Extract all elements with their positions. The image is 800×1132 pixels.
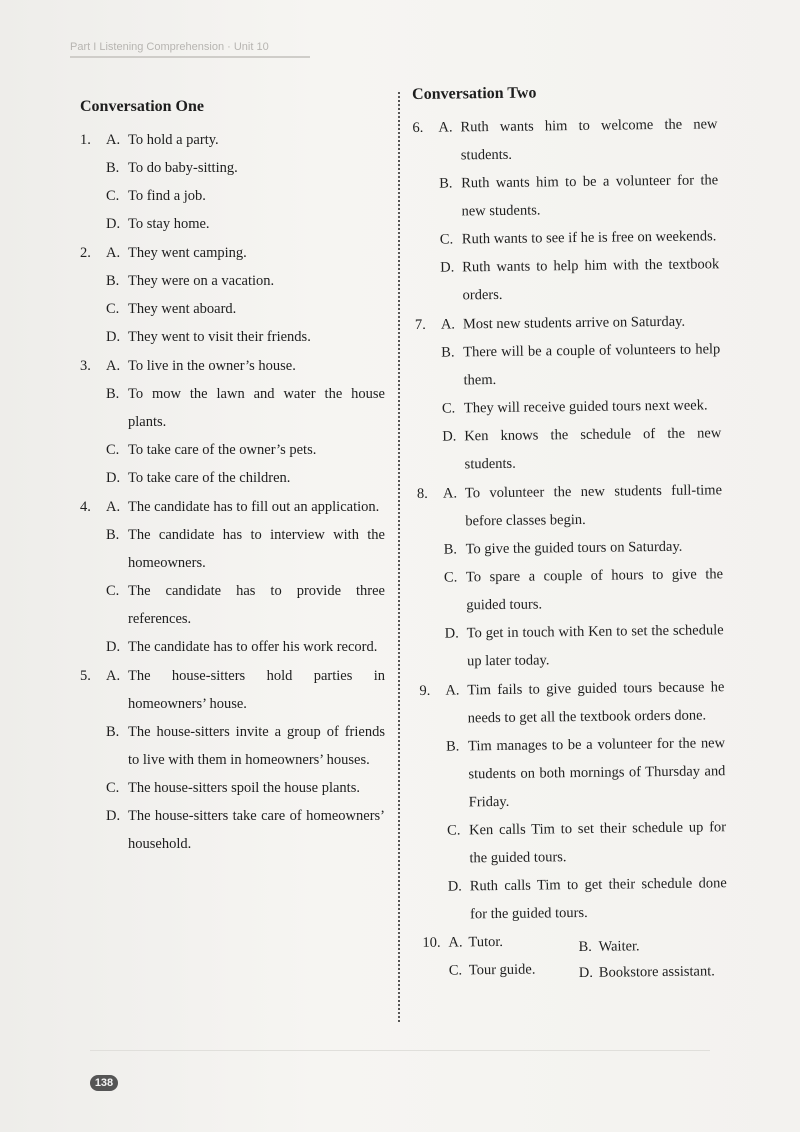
question-10 xyxy=(422,925,728,989)
running-header: Part I Listening Comprehension · Unit 10 xyxy=(70,38,310,58)
option-text: The house-sitters spoil the house plants. xyxy=(128,780,360,796)
option-letter: C. xyxy=(448,962,463,979)
option-letter: B. xyxy=(106,724,120,740)
option-text: They were on a vacation. xyxy=(128,273,275,289)
question-number: 9. xyxy=(419,682,431,699)
option-list xyxy=(106,239,385,351)
option-text: There will be a couple of volunteers to help them. xyxy=(463,341,721,389)
column-divider xyxy=(398,92,400,1022)
answer-option xyxy=(106,380,385,436)
option-text: To get in touch with Ken to set the schedule up later today. xyxy=(466,622,724,670)
option-letter: A. xyxy=(448,934,463,951)
option-text: They went to visit their friends. xyxy=(128,329,311,345)
option-letter: D. xyxy=(444,625,459,642)
question-item xyxy=(412,110,719,310)
option-text: To spare a couple of hours to give the guided tours. xyxy=(465,566,724,614)
answer-option xyxy=(106,493,385,521)
option-letter: A. xyxy=(440,316,456,333)
option-text: To volunteer the new students full-time before classes begin. xyxy=(464,482,723,530)
question-item xyxy=(80,352,385,492)
option-list xyxy=(106,662,385,858)
option-a xyxy=(448,928,503,957)
option-text: To stay home. xyxy=(128,216,210,232)
option-b xyxy=(578,932,639,961)
option-text: Ruth calls Tim to get their schedule done for the guided tours. xyxy=(469,875,727,923)
answer-option xyxy=(439,166,719,225)
question-number: 2. xyxy=(80,245,91,261)
option-list xyxy=(445,673,727,928)
option-text: Waiter. xyxy=(598,938,640,955)
option-text: To do baby-sitting. xyxy=(128,160,238,176)
answer-option xyxy=(106,521,385,577)
option-text: Tour guide. xyxy=(468,961,536,979)
option-list xyxy=(438,110,719,309)
option-letter: C. xyxy=(106,301,120,317)
option-letter: B. xyxy=(106,386,120,402)
answer-option xyxy=(106,295,385,323)
question-number: 3. xyxy=(80,358,91,374)
answer-option xyxy=(444,560,724,619)
answer-option xyxy=(106,662,385,718)
answer-option xyxy=(106,464,385,492)
option-letter: C. xyxy=(106,583,120,599)
question-number: 7. xyxy=(414,316,426,333)
option-letter: C. xyxy=(106,188,120,204)
option-text: Ruth wants to see if he is free on weekends. xyxy=(461,228,717,248)
option-text: Tim manages to be a volunteer for the new students on both mornings of Thursday and Friday. xyxy=(467,735,726,811)
option-letter: C. xyxy=(106,780,120,796)
question-number: 1. xyxy=(80,132,91,148)
section-title-conversation-two: Conversation Two xyxy=(412,84,537,103)
option-letter: D. xyxy=(447,878,462,895)
option-letter: A. xyxy=(106,668,121,684)
option-letter: C. xyxy=(106,442,120,458)
option-c xyxy=(449,956,536,985)
answer-option xyxy=(106,352,385,380)
answer-option xyxy=(106,633,385,661)
answer-option xyxy=(446,729,726,816)
answer-option xyxy=(443,476,723,535)
option-text: Ruth wants him to welcome the new students. xyxy=(460,116,718,164)
option-letter: C. xyxy=(441,400,456,417)
option-text: Ruth wants him to be a volunteer for the new students. xyxy=(461,172,719,220)
option-text: The house-sitters take care of homeowners’ household. xyxy=(128,808,385,852)
option-letter: D. xyxy=(106,808,121,824)
answer-option xyxy=(106,323,385,351)
option-text: To hold a party. xyxy=(128,132,219,148)
option-text: To take care of the children. xyxy=(128,470,291,486)
footer-rule xyxy=(90,1050,710,1051)
answer-option xyxy=(438,110,718,169)
question-number: 10. xyxy=(422,934,441,951)
option-text: Tutor. xyxy=(468,933,504,951)
answer-option xyxy=(106,718,385,774)
question-item xyxy=(415,307,722,479)
option-list xyxy=(106,352,385,492)
option-letter: A. xyxy=(106,499,121,515)
answer-option xyxy=(106,154,385,182)
option-letter: B. xyxy=(578,938,592,956)
option-letter: A. xyxy=(442,485,458,502)
answer-option xyxy=(440,222,719,253)
option-text: The house-sitters hold parties in homeowners’ house. xyxy=(128,668,385,712)
answer-option xyxy=(106,182,385,210)
answer-option xyxy=(106,774,385,802)
option-letter: B. xyxy=(445,738,460,755)
option-letter: A. xyxy=(106,132,121,148)
question-number: 6. xyxy=(412,119,424,136)
option-letter: C. xyxy=(443,569,458,586)
option-text: Tim fails to give guided tours because he needs to get all the textbook orders done. xyxy=(467,679,725,727)
question-number: 4. xyxy=(80,499,91,515)
right-column xyxy=(412,82,728,989)
question-item xyxy=(80,126,385,238)
option-letter: B. xyxy=(106,527,120,543)
option-text: To mow the lawn and water the house plants. xyxy=(128,386,385,430)
option-text: They went camping. xyxy=(128,245,247,261)
question-list-left xyxy=(80,126,385,858)
option-text: Ken knows the schedule of the new students. xyxy=(464,425,722,473)
question-list-right xyxy=(412,110,727,929)
question-item xyxy=(419,673,727,929)
question-number: 8. xyxy=(416,485,428,502)
option-letter: C. xyxy=(439,231,454,248)
option-letter: D. xyxy=(442,428,457,445)
question-item xyxy=(80,239,385,351)
answer-option xyxy=(442,391,721,422)
option-text: The candidate has to provide three references. xyxy=(128,583,385,627)
option-text: To take care of the owner’s pets. xyxy=(128,442,317,458)
option-letter: B. xyxy=(441,344,455,361)
question-item xyxy=(80,662,385,858)
option-letter: D. xyxy=(440,259,455,276)
option-list xyxy=(443,476,724,675)
answer-option xyxy=(443,532,722,563)
question-number: 5. xyxy=(80,668,91,684)
answer-option xyxy=(106,126,385,154)
option-d xyxy=(579,957,715,987)
option-list xyxy=(106,126,385,238)
option-letter: A. xyxy=(438,119,453,136)
option-letter: D. xyxy=(106,216,121,232)
answer-option xyxy=(441,335,721,394)
option-text: Ken calls Tim to set their schedule up for the guided tours. xyxy=(469,819,727,867)
option-letter: D. xyxy=(106,329,121,345)
option-text: Bookstore assistant. xyxy=(598,963,715,981)
option-letter: B. xyxy=(106,273,120,289)
option-text: The candidate has to offer his work record. xyxy=(128,639,378,655)
answer-option xyxy=(440,250,720,309)
question-item xyxy=(417,476,724,676)
option-letter: D. xyxy=(578,964,594,982)
question-item xyxy=(80,493,385,661)
option-text: To find a job. xyxy=(128,188,206,204)
option-letter: B. xyxy=(106,160,120,176)
option-text: To live in the owner’s house. xyxy=(128,358,296,374)
option-text: The candidate has to fill out an application. xyxy=(128,499,380,515)
answer-option xyxy=(106,436,385,464)
option-list xyxy=(441,307,722,478)
option-text: The house-sitters invite a group of friends to live with them in homeowners’ houses. xyxy=(128,724,385,768)
option-letter: A. xyxy=(106,358,121,374)
option-text: To give the guided tours on Saturday. xyxy=(465,538,683,558)
answer-option xyxy=(441,307,720,338)
option-text: Most new students arrive on Saturday. xyxy=(462,313,686,333)
option-list xyxy=(106,493,385,661)
answer-option xyxy=(106,267,385,295)
answer-option xyxy=(445,616,725,675)
option-letter: D. xyxy=(106,470,121,486)
option-letter: A. xyxy=(445,682,460,699)
option-letter: B. xyxy=(443,541,458,558)
option-letter: C. xyxy=(447,822,461,839)
left-column xyxy=(80,98,385,858)
option-text: The candidate has to interview with the homeowners. xyxy=(128,527,385,571)
option-letter: B. xyxy=(439,175,453,192)
option-text: They will receive guided tours next week. xyxy=(463,397,708,417)
answer-option xyxy=(106,210,385,238)
answer-option xyxy=(442,419,722,478)
option-text: Ruth wants to help him with the textbook orders. xyxy=(462,256,720,304)
answer-option xyxy=(447,813,727,872)
option-text: They went aboard. xyxy=(128,301,237,317)
answer-option xyxy=(106,802,385,858)
page-number-badge: 138 xyxy=(90,1075,118,1091)
option-letter: A. xyxy=(106,245,121,261)
section-title-conversation-one: Conversation One xyxy=(80,98,204,115)
answer-option xyxy=(448,869,728,928)
answer-option xyxy=(106,239,385,267)
answer-option xyxy=(445,673,725,732)
option-letter: D. xyxy=(106,639,121,655)
answer-option xyxy=(106,577,385,633)
